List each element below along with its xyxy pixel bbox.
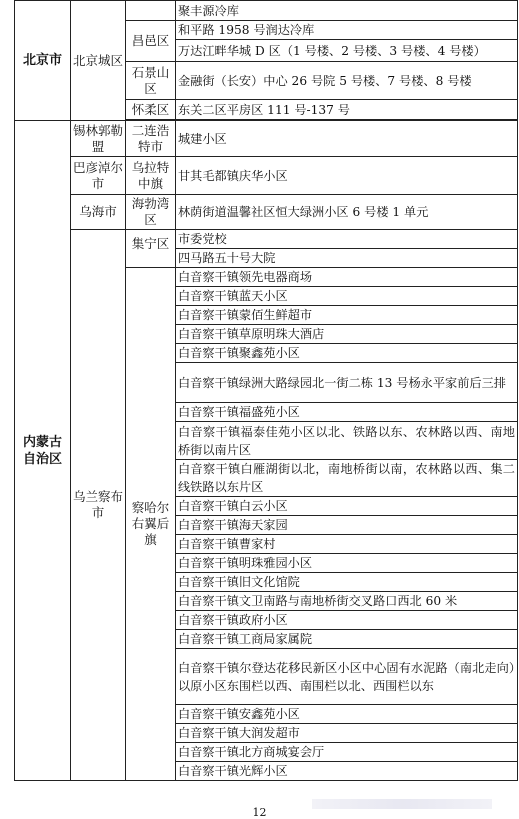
district-cell: 集宁区 [126, 230, 176, 268]
address-cell: 白音察干镇政府小区 [176, 611, 518, 630]
address-cell: 市委党校 [176, 230, 518, 249]
page-number: 12 [252, 806, 267, 819]
address-cell: 白音察干镇文卫南路与南地桥街交叉路口西北 60 米 [176, 592, 518, 611]
address-cell: 甘其毛都镇庆华小区 [176, 157, 518, 195]
city-cell: 巴彦淖尔市 [71, 157, 126, 195]
address-cell: 白音察干镇明珠雅园小区 [176, 554, 518, 573]
address-cell: 白音察干镇蒙佰生鲜超市 [176, 306, 518, 325]
address-cell: 白音察干镇工商局家属院 [176, 630, 518, 649]
address-cell: 白音察干镇草原明珠大酒店 [176, 325, 518, 344]
address-cell: 白音察干镇聚鑫苑小区 [176, 344, 518, 363]
district-cell [126, 1, 176, 21]
address-cell: 金融街（长安）中心 26 号院 5 号楼、7 号楼、8 号楼 [176, 62, 518, 100]
province-cell: 北京市 [15, 1, 71, 121]
city-cell: 锡林郭勒盟 [71, 121, 126, 157]
address-cell: 白音察干镇白雁湖街以北，南地桥街以南，农林路以西、集二线铁路以东片区 [176, 460, 518, 497]
city-cell: 乌海市 [71, 195, 126, 230]
district-cell: 怀柔区 [126, 100, 176, 120]
address-cell: 白音察干镇绿洲大路绿园北一街二栋 13 号杨永平家前后三排 [176, 363, 518, 403]
address-cell: 聚丰源冷库 [176, 1, 518, 21]
address-cell: 林荫街道温馨社区恒大绿洲小区 6 号楼 1 单元 [176, 195, 518, 230]
address-cell: 白音察干镇海天家园 [176, 516, 518, 535]
address-cell: 城建小区 [176, 121, 518, 157]
address-cell: 白音察干镇曹家村 [176, 535, 518, 554]
address-cell: 白音察干镇领先电器商场 [176, 268, 518, 287]
address-cell: 四马路五十号大院 [176, 249, 518, 268]
district-cell: 二连浩特市 [126, 121, 176, 157]
city-cell: 乌兰察布市 [71, 230, 126, 781]
district-cell: 乌拉特中旗 [126, 157, 176, 195]
address-cell: 白音察干镇旧文化馆院 [176, 573, 518, 592]
address-cell: 白音察干镇北方商城宴会厅 [176, 743, 518, 762]
district-cell: 海勃湾区 [126, 195, 176, 230]
address-cell: 白音察干镇蓝天小区 [176, 287, 518, 306]
address-cell: 白音察干镇福泰佳苑小区以北、铁路以东、农林路以西、南地桥街以南片区 [176, 422, 518, 460]
address-cell: 白音察干镇福盛苑小区 [176, 403, 518, 422]
district-cell: 察哈尔右翼后旗 [126, 268, 176, 781]
city-cell: 北京城区 [71, 1, 126, 121]
district-cell: 昌邑区 [126, 21, 176, 62]
address-cell: 白音察干镇安鑫苑小区 [176, 705, 518, 724]
address-cell: 白音察干镇大润发超市 [176, 724, 518, 743]
risk-area-table [14, 0, 518, 781]
address-cell: 白音察干镇尔登达花移民新区小区中心固有水泥路（南北走向）以原小区东围栏以西、南围栏以北、西围栏以东 [176, 649, 518, 705]
address-cell: 万达江畔华城 D 区（1 号楼、2 号楼、3 号楼、4 号楼） [176, 40, 518, 62]
address-cell: 和平路 1958 号润达冷库 [176, 21, 518, 40]
province-cell: 内蒙古自治区 [15, 121, 71, 781]
address-cell: 白音察干镇光辉小区 [176, 762, 518, 781]
address-cell: 东关二区平房区 111 号-137 号 [176, 100, 518, 120]
district-cell: 石景山区 [126, 62, 176, 100]
address-cell: 白音察干镇白云小区 [176, 497, 518, 516]
